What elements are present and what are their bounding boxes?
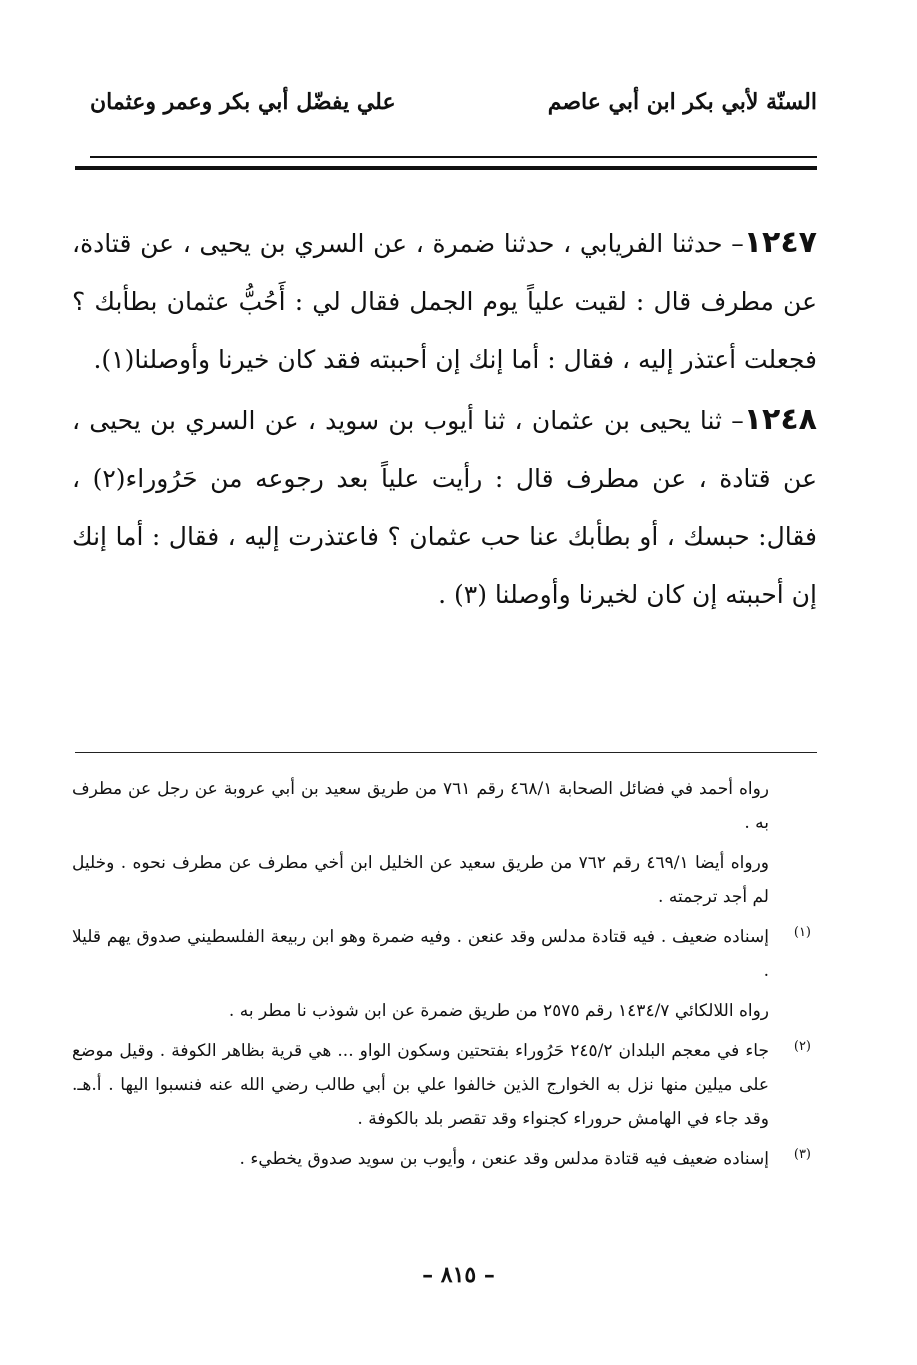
hadith-number: ١٢٤٧ (743, 225, 817, 260)
footnote-marker (769, 772, 811, 920)
footnote-unnumbered (72, 772, 811, 920)
footnote-body (72, 772, 769, 920)
footnote-body (72, 920, 769, 1034)
footnote-marker: (١) (793, 925, 811, 940)
page-number: – ٨١٥ – (422, 1262, 495, 1288)
hadith-1247 (72, 214, 817, 389)
running-header (90, 84, 817, 120)
header-rule-thin (90, 156, 817, 158)
footnote-1 (72, 920, 811, 1034)
footnote-paragraph: رواه اللالكائي ١٤٣٤/٧ رقم ٢٥٧٥ من طريق ضمرة عن ابن شوذب نا مطر به . (228, 1001, 769, 1021)
hadith-1248 (72, 391, 817, 624)
header-rule-thick (75, 166, 817, 170)
footnotes (72, 772, 811, 1182)
footnote-separator (75, 752, 817, 753)
footnote-paragraph: إسناده ضعيف فيه قتادة مدلس وقد عنعن ، وأيوب بن سويد صدوق يخطيء . (239, 1149, 769, 1169)
footnote-body (72, 1034, 769, 1142)
hadith-number: ١٢٤٨ (743, 402, 817, 437)
footnote-3 (72, 1142, 811, 1182)
chapter-title: علي يفضّل أبي بكر وعمر وعثمان (90, 89, 396, 115)
footnote-paragraph: جاء في معجم البلدان ٢٤٥/٢ حَرُوراء بفتحتين وسكون الواو ... هي قرية بظاهر الكوفة . وقيل موضع على ميلين منها نزل به الخوارج الذين خالفوا علي بن أبي طالب رضي الله عنه فنسبوا اليها . أ.هـ. وقد جاء في الهامش حروراء كجنواء وقد تقصر بلد بالكوفة . (72, 1041, 769, 1129)
book-title: السنّة لأبي بكر ابن أبي عاصم (547, 89, 817, 115)
footnote-paragraph: رواه أحمد في فضائل الصحابة ٤٦٨/١ رقم ٧٦١ من طريق سعيد بن أبي عروبة عن رجل عن مطرف به . (72, 779, 769, 833)
footnote-marker: (٣) (793, 1147, 811, 1162)
footnote-marker: (٢) (793, 1039, 811, 1054)
hadith-text: – ثنا يحيى بن عثمان ، ثنا أيوب بن سويد ، عن السري بن يحيى ، عن قتادة ، عن مطرف قال : رأيت علياً بعد رجوعه من حَرُوراء(٢) ، فقال: حبسك ، أو بطأبك عنا حب عثمان ؟ فاعتذرت إليه ، فقال : أما إنك إن أحببته إن كان لخيرنا وأوصلنا (٣) . (72, 406, 818, 609)
footnote-2 (72, 1034, 811, 1142)
main-text (72, 214, 817, 626)
footnote-paragraph: إسناده ضعيف . فيه قتادة مدلس وقد عنعن . وفيه ضمرة وهو ابن ربيعة الفلسطيني صدوق يهم قليلا . (72, 927, 769, 981)
footnote-paragraph: ورواه أيضا ٤٦٩/١ رقم ٧٦٢ من طريق سعيد عن الخليل ابن أخي مطرف عن مطرف نحوه . وخليل لم أجد ترجمته . (72, 853, 769, 907)
hadith-text: – حدثنا الفريابي ، حدثنا ضمرة ، عن السري بن يحيى ، عن قتادة، عن مطرف قال : لقيت علياً يوم الجمل فقال لي : أَحُبُّ عثمان بطأبك ؟ فجعلت أعتذر إليه ، فقال : أما إنك إن أحببته فقد كان خيرنا وأوصلنا(١). (72, 229, 817, 374)
footnote-body (72, 1142, 769, 1182)
